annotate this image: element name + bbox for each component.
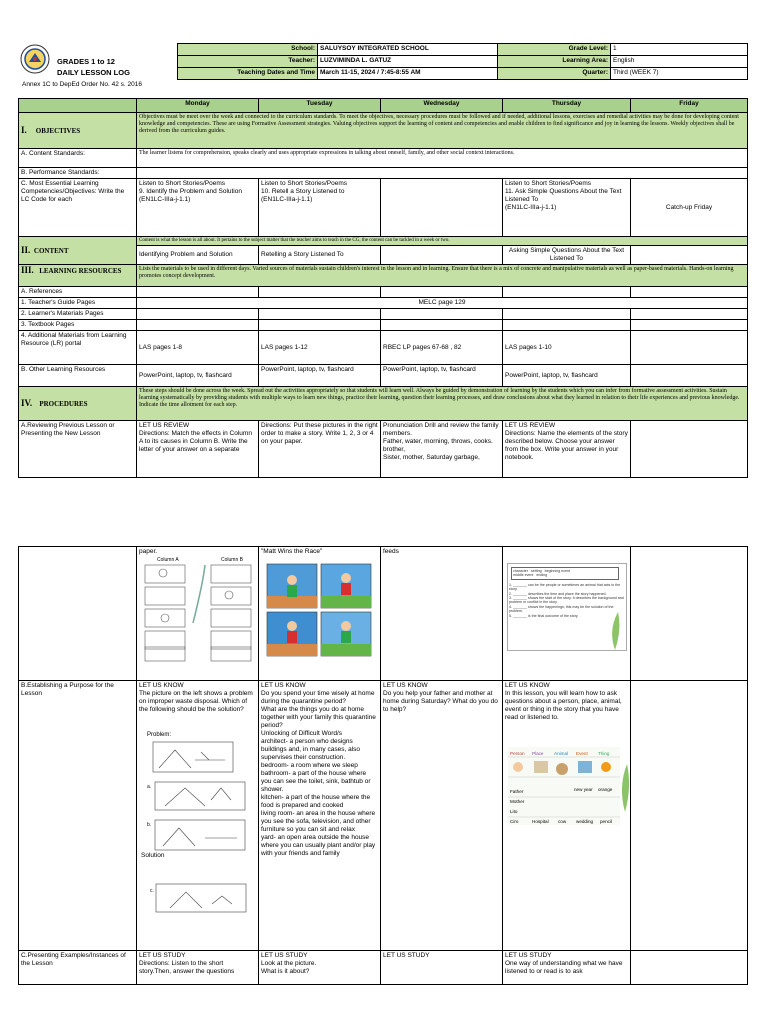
competencies-label: C. Most Essential Learning Competencies/Objectives: Write the LC Code for each <box>19 179 137 237</box>
lesson-log-table-continued <box>18 546 748 985</box>
purpose-wednesday: LET US KNOW Do you help your father and mother at home during Saturday? What do you do to help? <box>381 681 503 951</box>
leaf-decoration-icon-2 <box>618 762 632 812</box>
svg-text:Person: Person <box>510 751 525 756</box>
additional-materials-tuesday: LAS pages 1-12 <box>259 331 381 365</box>
page-title <box>57 56 130 78</box>
grade-value: 1 <box>611 44 748 56</box>
svg-text:a.: a. <box>147 784 152 790</box>
other-resources-wednesday: PowerPoint, laptop, tv, flashcard <box>381 365 503 387</box>
other-resources-tuesday: PowerPoint, laptop, tv, flashcard <box>259 365 381 387</box>
content-standards-label: A. Content Standards: <box>19 149 137 168</box>
element-line-4: 4. _______ shows the happenings; this may be the solution of the problem. <box>509 604 614 614</box>
svg-text:pencil: pencil <box>600 819 613 824</box>
day-tuesday: Tuesday <box>259 99 381 113</box>
element-line-5: 5. _______ is the final outcome of the story. <box>509 613 579 618</box>
content-standards-text: The learner listens for comprehension, speaks clearly and uses appropriate expressions in talking about oneself, family, and other social context interactions. <box>137 149 748 168</box>
story-title: "Matt Wins the Race" <box>261 548 323 555</box>
content-description: Content is what the lesson is all about. It pertains to the subject matter that the teacher aims to teach in the CG, the content can be tackled in a week or two. <box>137 237 748 246</box>
presenting-label: C.Presenting Examples/Instances of the Lesson <box>19 951 137 985</box>
svg-text:Ciro: Ciro <box>510 819 519 824</box>
column-a-label: Column A <box>157 557 179 563</box>
competencies-thursday: Listen to Short Stories/Poems 11. Ask Simple Questions About the Text Listened To (EN1LC-IIIa-j-1.1) <box>503 179 631 237</box>
problem-solution-sketches <box>145 740 255 860</box>
teachers-guide-label: 1. Teacher's Guide Pages <box>19 298 137 309</box>
day-thursday: Thursday <box>503 99 631 113</box>
textbook-pages-label: 3. Textbook Pages <box>19 320 137 331</box>
dates-value: March 11-15, 2024 / 7:45-8:55 AM <box>318 68 498 80</box>
competencies-monday: Listen to Short Stories/Poems 9. Identify the Problem and Solution (EN1LC-IIIa-j-1.1) <box>137 179 259 237</box>
svg-text:Thing: Thing <box>598 751 610 756</box>
day-friday: Friday <box>631 99 748 113</box>
content-thursday: Asking Simple Questions About the Text Listened To <box>503 246 631 265</box>
presenting-thursday: LET US STUDY One way of understanding what we have listened to or read is to ask <box>503 951 631 985</box>
content-num: II. <box>21 244 31 255</box>
svg-text:Father: Father <box>510 789 524 794</box>
leaf-decoration-icon <box>606 610 624 650</box>
competencies-friday: Catch-up Friday <box>631 179 748 237</box>
annex-note: Annex 1C to DepEd Order No. 42 s. 2016 <box>22 81 142 88</box>
area-value: English <box>611 56 748 68</box>
content-label: CONTENT <box>33 246 69 255</box>
reviewing-thursday: LET US REVIEW Directions: Name the elements of the story described below. Choose your answer from the box. Write your answer in your notebook. <box>503 421 631 478</box>
purpose-monday-text: LET US KNOW The picture on the left shows a problem on improper waste disposal. Which of the following should be the solution? <box>139 682 253 713</box>
competencies-tuesday: Listen to Short Stories/Poems 10. Retell a Story Listened to (EN1LC-IIIa-j-1.1) <box>259 179 381 237</box>
deped-seal <box>20 44 50 74</box>
reviewing-label: A.Reviewing Previous Lesson or Presenting the New Lesson <box>19 421 137 478</box>
noun-table-sketch-icon <box>508 747 620 825</box>
svg-text:Lito: Lito <box>510 809 518 814</box>
reviewing-wednesday-cont <box>381 547 503 681</box>
day-monday: Monday <box>137 99 259 113</box>
procedures-num: IV. <box>21 397 33 408</box>
additional-materials-wednesday: RBEC LP pages 67-68 , 82 <box>381 331 503 365</box>
content-heading <box>19 237 137 265</box>
grade-label: Grade Level: <box>498 44 611 56</box>
purpose-tuesday: LET US KNOW Do you spend your time wisely at home during the quarantine period? What are the things you do at home together with your family this quarantine period? Unlocking of Difficult Word/s architect- a person who designs buildings and, in many cases, also supervises their construction. bedroom- a room where we sleep bathroom- a part of the house where you can see the toilet, sink, bathtub or shower. kitchen- a part of the house where the food is prepared and cooked living room- an area in the house where you see the sofa, television, and other furniture so you can sit and relax yard- an open area outside the house where you can usually plant and/or play with your friends and family <box>259 681 381 951</box>
header-info-table <box>177 43 748 80</box>
content-monday: Identifying Problem and Solution <box>137 246 259 265</box>
lesson-log-table <box>18 98 748 478</box>
objectives-label: OBJECTIVES <box>35 126 81 135</box>
procedures-description: These steps should be done across the week. Spread out the activities appropriately so that students will learn well. Always be guided by demonstration of learning by the students which you can infer from formative assessment activities. Sustain learning systematically by providing students with multiple ways to learn new things, practice their learning, question their learning processes, and draw conclusions about what they learned in relation to their life experiences and previous knowledge. Indicate the time allotment for each step. <box>137 387 748 421</box>
references-label: A. References <box>19 287 137 298</box>
day-wednesday: Wednesday <box>381 99 503 113</box>
solution-c-sketch <box>150 880 260 916</box>
objectives-section-row <box>19 113 748 149</box>
purpose-label: B.Establishing a Purpose for the Lesson <box>19 681 137 951</box>
svg-text:wedding: wedding <box>576 819 594 824</box>
teacher-label: Teacher: <box>178 56 318 68</box>
presenting-wednesday: LET US STUDY <box>381 951 503 985</box>
content-tuesday: Retelling a Story Listened To <box>259 246 381 265</box>
matching-sketch-icon <box>143 563 257 669</box>
solution-label: Solution <box>141 852 165 859</box>
element-line-1: 1. _______ can be the people or sometimes an animal that acts in the story. <box>509 582 621 592</box>
procedures-label: PROCEDURES <box>39 399 88 408</box>
element-line-2: 2. _______ describes the time and place the story happened. <box>509 591 607 596</box>
procedures-heading <box>19 387 137 421</box>
teacher-value: LUZVIMINDA L. GATUZ <box>318 56 498 68</box>
word-character: character <box>513 569 528 573</box>
learners-materials-label: 2. Learner's Materials Pages <box>19 309 137 320</box>
svg-text:new year: new year <box>574 787 593 792</box>
additional-materials-thursday: LAS pages 1-10 <box>503 331 631 365</box>
other-resources-monday: PowerPoint, laptop, tv, flashcard <box>137 365 259 387</box>
wednesday-feeds-text: feeds <box>383 548 399 555</box>
other-resources-label: B. Other Learning Resources <box>19 365 137 387</box>
reviewing-wednesday: Pronunciation Drill and review the family members. Father, water, morning, throws, cooks. brother, Sister, mother, Saturday garbage, <box>381 421 503 478</box>
matching-activity-image <box>143 557 257 663</box>
purpose-thursday-text: LET US KNOW In this lesson, you will learn how to ask questions about a person, place, animal, event or thing in the story that you have read or listened to. <box>505 682 622 721</box>
svg-text:Event: Event <box>576 751 588 756</box>
presenting-tuesday: LET US STUDY Look at the picture. What is it about? <box>259 951 381 985</box>
svg-text:Hospital: Hospital <box>532 819 549 824</box>
reviewing-monday: LET US REVIEW Directions: Match the effects in Column A to its causes in Column B. Write the letter of your answer on a separate <box>137 421 259 478</box>
area-label: Learning Area: <box>498 56 611 68</box>
objectives-num: I. <box>21 124 27 135</box>
presenting-monday: LET US STUDY Directions: Listen to the short story.Then, answer the questions <box>137 951 259 985</box>
race-story-images <box>264 562 376 660</box>
resources-heading <box>19 265 137 287</box>
school-value: SALUYSOY INTEGRATED SCHOOL <box>318 44 498 56</box>
objectives-description: Objectives must be meet over the week and connected to the curriculum standards. To meet the objectives, necessary procedures must be followed and if needed, additional lessons, exercises and remedial activities may be done for developing content knowledge and competencies. These are using Formative Assessment strategies. Valuing objectives support the learning of content and competencies and enable children to find significance and joy in learning the lessons. Weekly objectives shall be derived from the curriculum guides. <box>137 113 748 149</box>
objectives-heading <box>19 113 137 149</box>
school-label: School: <box>178 44 318 56</box>
dates-label: Teaching Dates and Time <box>178 68 318 80</box>
day-header-row <box>19 99 748 113</box>
title-line2: DAILY LESSON LOG <box>57 68 130 77</box>
svg-text:Place: Place <box>532 751 544 756</box>
svg-text:orange: orange <box>598 787 613 792</box>
resources-description: Lists the materials to be used in different days. Varied sources of materials sustain children's interest in the lesson and in learning. Ensure that there is a mix of concrete and manipulative materials as well as paper-based materials. Hands-on learning promotes concept development. <box>137 265 748 287</box>
column-b-label: Column B <box>221 557 243 563</box>
svg-text:Animal: Animal <box>554 751 569 756</box>
svg-text:c.: c. <box>150 888 154 894</box>
additional-materials-label: 4. Additional Materials from Learning Resource (LR) portal <box>19 331 137 365</box>
svg-text:b.: b. <box>147 822 152 828</box>
reviewing-tuesday: Directions: Put these pictures in the right order to make a story. Write 1, 2, 3 or 4 on your paper. <box>259 421 381 478</box>
additional-materials-monday: LAS pages 1-8 <box>137 331 259 365</box>
word-setting: setting <box>530 569 542 573</box>
element-line-3: 3. _______ shows the start of the story. It describes the background and problem or conflict in the story. <box>509 596 624 605</box>
resources-num: III. <box>21 265 34 275</box>
quarter-label: Quarter: <box>498 68 611 80</box>
word-beginning: beginning event <box>544 569 570 573</box>
elements-word-box <box>511 567 619 580</box>
noun-table-image <box>508 747 620 825</box>
svg-text:Mother: Mother <box>510 799 525 804</box>
resources-label: LEARNING RESOURCES <box>39 267 122 275</box>
svg-text:cow: cow <box>558 819 567 824</box>
other-resources-thursday: PowerPoint, laptop, tv, flashcard <box>503 365 631 387</box>
quarter-value: Third (WEEK 7) <box>611 68 748 80</box>
performance-standards-label: B. Performance Standards: <box>19 168 137 179</box>
word-ending: ending <box>536 573 548 578</box>
word-middle: middle event <box>513 573 534 578</box>
teachers-guide-value: MELC page 129 <box>137 298 748 309</box>
title-line1: GRADES 1 to 12 <box>57 57 115 66</box>
problem-label: Problem: <box>147 732 172 738</box>
monday-paper-text: paper. <box>139 548 158 555</box>
